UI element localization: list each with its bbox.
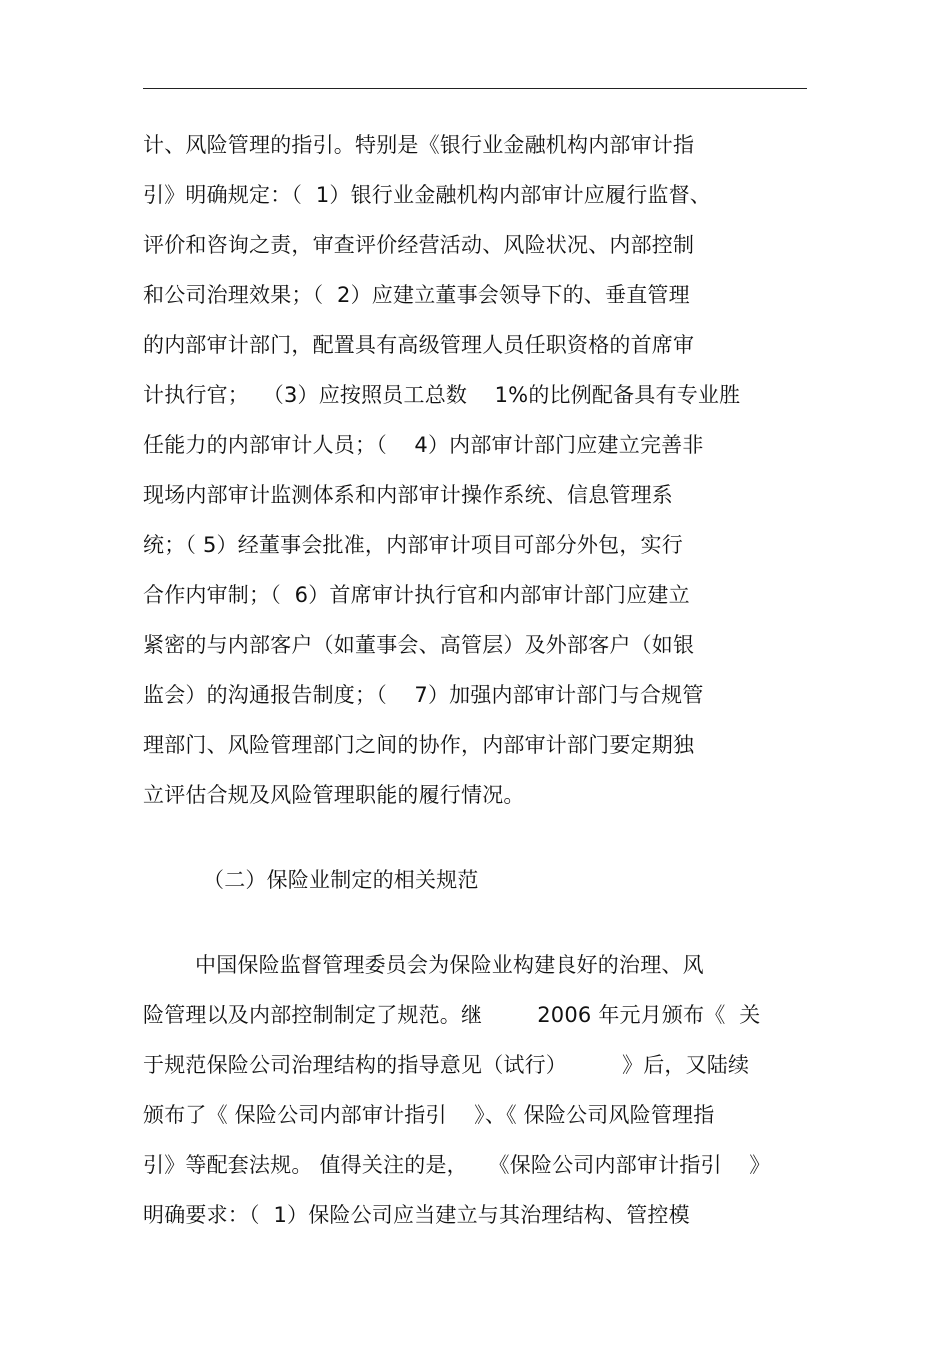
text-line: 计执行官； （3）应按照员工总数 1%的比例配备具有专业胜 (143, 383, 741, 407)
header-rule (143, 88, 807, 89)
text-line: 于规范保险公司治理结构的指导意见（试行） 》后，又陆续 (143, 1053, 750, 1077)
text-line: 现场内部审计监测体系和内部审计操作系统、信息管理系 (143, 483, 673, 507)
text-line: 引》明确规定：（ 1）银行业金融机构内部审计应履行监督、 (143, 183, 712, 207)
text-line: 立评估合规及风险管理职能的履行情况。 (143, 783, 525, 807)
text-line: 明确要求：（ 1）保险公司应当建立与其治理结构、管控模 (143, 1203, 690, 1227)
paragraph-banking-guideline (143, 120, 823, 820)
text-line: 评价和咨询之责，审查评价经营活动、风险状况、内部控制 (143, 233, 695, 257)
text-line: 理部门、风险管理部门之间的协作，内部审计部门要定期独 (143, 733, 695, 757)
body-text (143, 120, 823, 1240)
text-line: 险管理以及内部控制制定了规范。继 2006 年元月颁布《 关 (143, 1003, 761, 1027)
text-line: 统；（ 5）经董事会批准，内部审计项目可部分外包，实行 (143, 533, 683, 557)
text-line: 任能力的内部审计人员；（ 4）内部审计部门应建立完善非 (143, 433, 704, 457)
text-line: 的内部审计部门，配置具有高级管理人员任职资格的首席审 (143, 333, 695, 357)
paragraph-spacer (143, 905, 823, 940)
text-line: 计、风险管理的指引。特别是《银行业金融机构内部审计指 (143, 133, 695, 157)
text-line: 引》等配套法规。 值得关注的是， 《保险公司内部审计指引 》 (143, 1153, 771, 1177)
text-line: 合作内审制；（ 6）首席审计执行官和内部审计部门应建立 (143, 583, 690, 607)
text-line: 和公司治理效果；（ 2）应建立董事会领导下的、垂直管理 (143, 283, 690, 307)
paragraph-spacer (143, 820, 823, 855)
text-line: 监会）的沟通报告制度；（ 7）加强内部审计部门与合规管 (143, 683, 704, 707)
text-line: 中国保险监督管理委员会为保险业构建良好的治理、风 (195, 953, 704, 977)
paragraph-insurance-rules (143, 940, 823, 1240)
text-line: 紧密的与内部客户（如董事会、高管层）及外部客户（如银 (143, 633, 695, 657)
section-heading: （二）保险业制定的相关规范 (203, 868, 479, 892)
text-line: 颁布了《 保险公司内部审计指引 》、《 保险公司风险管理指 (143, 1103, 715, 1127)
